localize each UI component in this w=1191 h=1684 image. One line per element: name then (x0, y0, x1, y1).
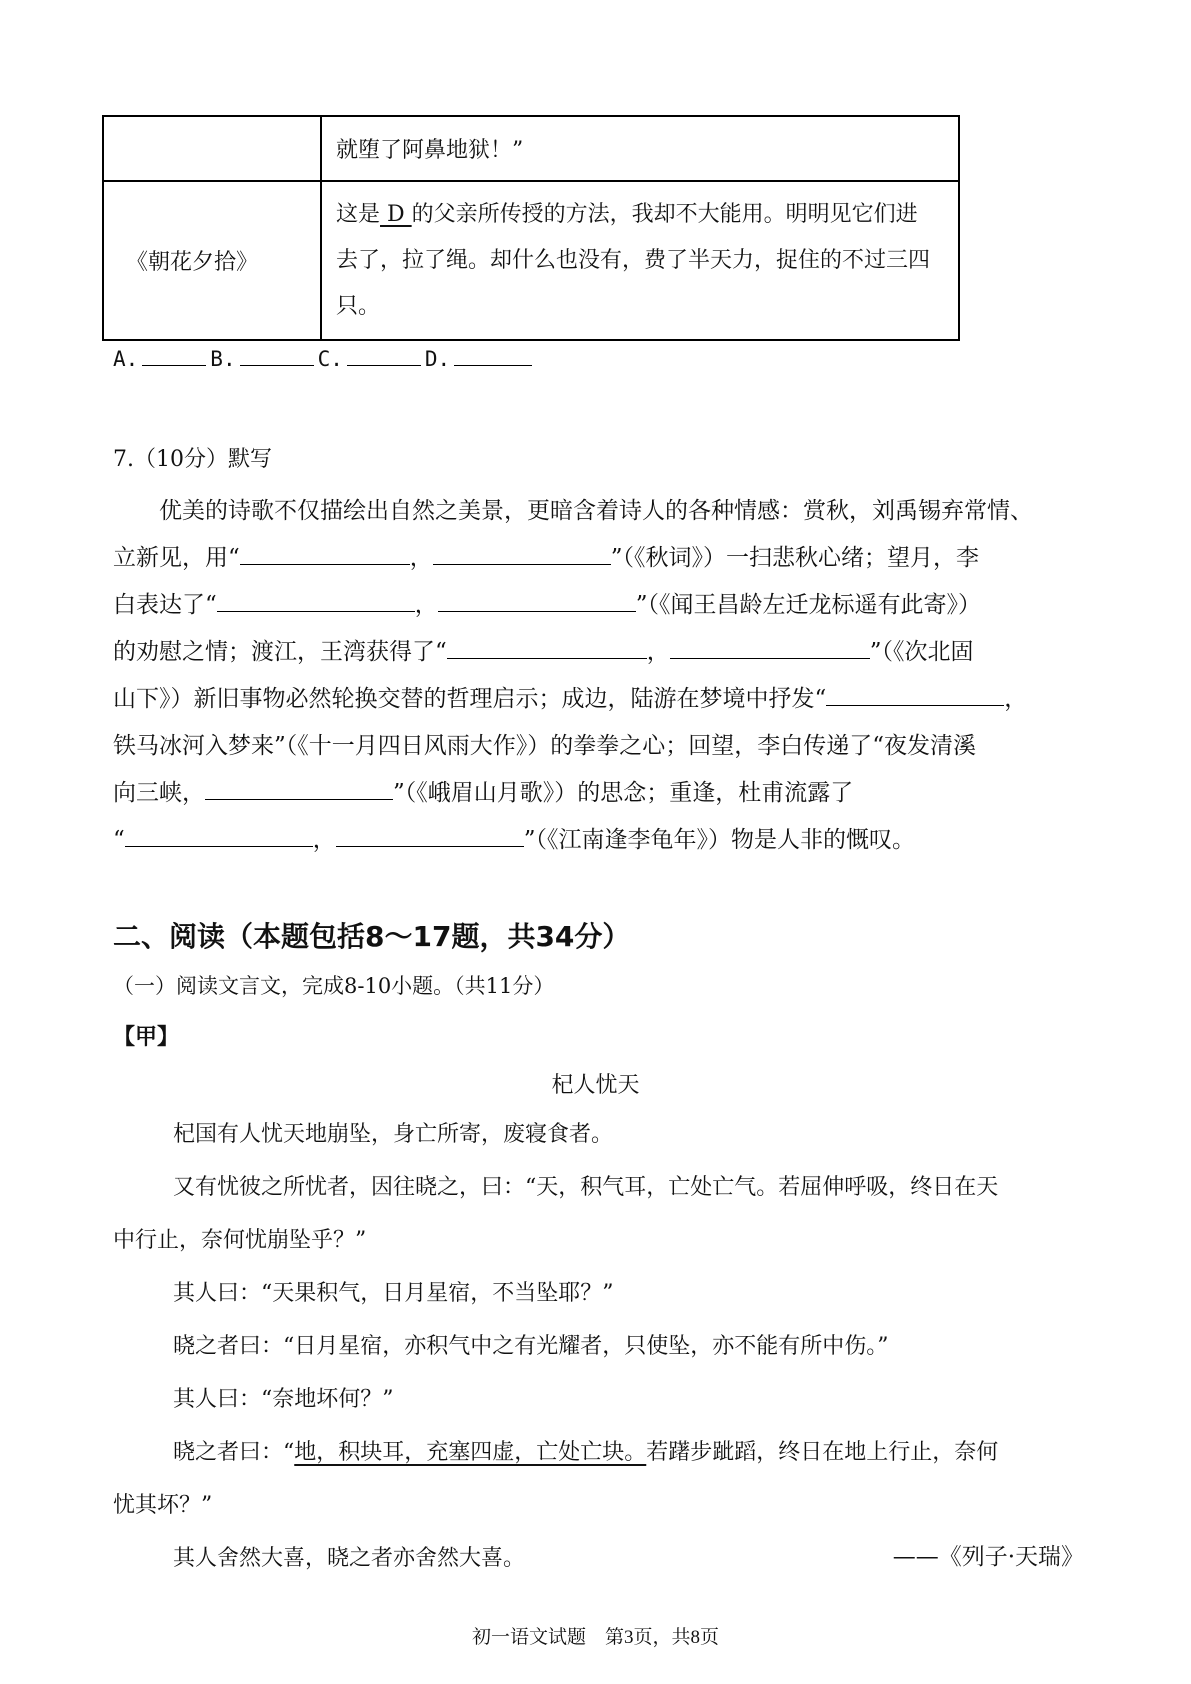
text-line: 的劝慰之情；渡江，王湾获得了“ ， ”（《次北固 (113, 639, 974, 665)
text-line: 优美的诗歌不仅描绘出自然之美景，更暗含着诗人的各种情感：赏秋，刘禹锡弃常情、 (159, 498, 1033, 524)
fill-blank[interactable] (438, 591, 636, 612)
option-label-d: D. (424, 347, 451, 371)
option-label-a: A. (113, 347, 139, 371)
passage-paragraph: 杞国有人忧天地崩坠，身亡所寄，废寝食者。 (173, 1122, 614, 1147)
passage-paragraph: 其人曰：“奈地坏何？” (173, 1387, 394, 1412)
option-label-c: C. (317, 347, 343, 371)
quote-text: 去了，拉了绳。却什么也没有，费了半天力，捉住的不过三四 (336, 247, 931, 273)
table-row (103, 116, 959, 181)
fill-blank[interactable] (240, 544, 410, 565)
text-line: 白表达了“ ， ”（《闻王昌龄左迁龙标遥有此寄》） (113, 592, 982, 618)
fill-blank[interactable] (205, 779, 393, 800)
underlined-sentence: 地，积块耳，充塞四虚，亡处亡块。 (294, 1440, 647, 1465)
table-cell-quote (321, 181, 959, 340)
passage-source: ——《列子·天瑞》 (892, 1544, 1084, 1570)
passage-title: 杞人忧天 (551, 1073, 640, 1098)
table-cell-quote: 就堕了阿鼻地狱！” (321, 116, 959, 181)
quote-text: 只。 (336, 293, 381, 319)
answer-blank-c[interactable] (347, 347, 421, 366)
passage-paragraph: 其人曰：“天果积气，日月星宿，不当坠耶？” (173, 1281, 614, 1306)
passage-paragraph: 晓之者曰：“地，积块耳，充塞四虚，亡处亡块。若躇步跐蹈，终日在地上行止，奈何 (173, 1440, 999, 1465)
passage-paragraph: 其人舍然大喜，晓之者亦舍然大喜。 (173, 1546, 526, 1571)
passage-paragraph: 中行止，奈何忧崩坠乎？” (113, 1228, 367, 1253)
text-line: 铁马冰河入梦来”（《十一月四日风雨大作》）的拳拳之心；回望，李白传递了“夜发清溪 (113, 733, 977, 759)
answer-blank-b[interactable] (240, 347, 314, 366)
answer-blank-a[interactable] (142, 347, 206, 366)
text-line: “ ， ”（《江南逢李龟年》）物是人非的慨叹。 (113, 827, 916, 853)
fill-blank[interactable] (826, 685, 1004, 706)
passage-paragraph: 又有忧彼之所忧者，因往晓之，曰：“天，积气耳，亡处亡气。若屈伸呼吸，终日在天 (173, 1175, 999, 1200)
passage-label: 【甲】 (113, 1025, 180, 1050)
question-7-title: 7.（10分）默写 (113, 447, 272, 472)
fill-blank[interactable] (433, 544, 611, 565)
page-footer: 初一语文试题 第3页，共8页 (471, 1627, 719, 1648)
fill-blank[interactable] (217, 591, 415, 612)
fill-blank[interactable] (125, 826, 313, 847)
option-label-b: B. (210, 347, 236, 371)
table-cell-title: 《朝花夕拾》 (103, 181, 321, 340)
answer-blank-d[interactable] (454, 347, 532, 366)
question-7-body (113, 488, 1081, 864)
answer-table (102, 115, 960, 341)
section-heading: 二、阅读（本题包括8～17题，共34分） (113, 920, 631, 953)
fill-blank[interactable] (447, 638, 647, 659)
blank-d-marker: D (380, 201, 412, 227)
table-cell-title (103, 116, 321, 181)
passage-paragraph: 晓之者曰：“日月星宿，亦积气中之有光耀者，只使坠，亦不能有所中伤。” (173, 1334, 889, 1359)
answer-options (113, 347, 536, 371)
fill-blank[interactable] (670, 638, 870, 659)
quote-prefix: 这是 (336, 201, 381, 227)
text-line: 山下》）新旧事物必然轮换交替的哲理启示；成边，陆游在梦境中抒发“ ， (113, 686, 1028, 712)
subsection-heading: （一）阅读文言文，完成8-10小题。（共11分） (113, 974, 555, 998)
text-line: 立新见，用“ ， ”（《秋词》）一扫悲秋心绪；望月，李 (113, 545, 980, 571)
passage-paragraph: 忧其坏？” (113, 1493, 213, 1518)
fill-blank[interactable] (336, 826, 524, 847)
quote-text: 的父亲所传授的方法，我却不大能用。明明见它们进 (411, 201, 918, 227)
table-row (103, 181, 959, 340)
text-line: 向三峡， ”（《峨眉山月歌》）的思念；重逢，杜甫流露了 (113, 780, 854, 806)
passage-body (113, 1108, 1081, 1585)
